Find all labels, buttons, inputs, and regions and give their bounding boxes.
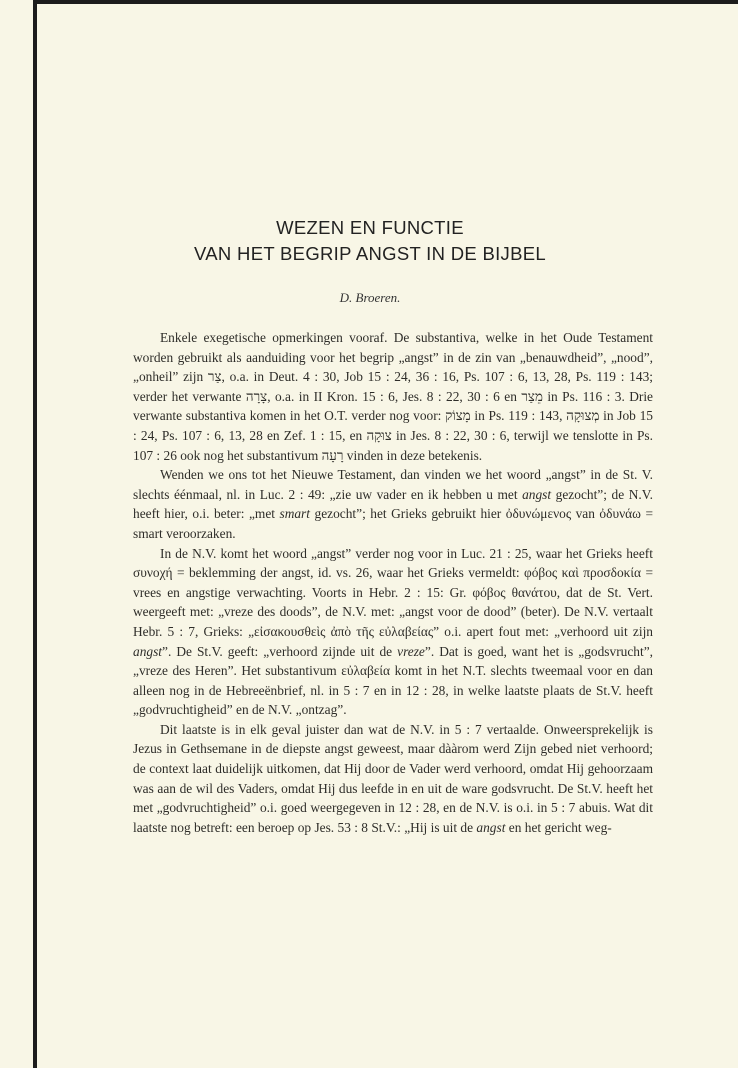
text-run: ”. Dat is goed, want het is „godsvrucht”, „vreze des Heren”. Het substantivum εὐλαβεία komt in het N.T. slechts tweemaal voor en dan alleen nog in de Hebreeënbrief, nl. in 5 : 7 en in 12 : 28, in welke laatste plaats de St.V. heeft „godvruchtigheid” en de N.V. „ontzag”. [133, 643, 653, 718]
italic-term: angst [476, 819, 506, 835]
text-run: gezocht”; de N.V. heeft hier, o.i. beter: „met [133, 486, 653, 522]
italic-term: angst [133, 643, 163, 659]
text-run: Wenden we ons tot het Nieuwe Testament, dan vinden we het woord „angst” in de St. V. slechts éénmaal, nl. in Luc. 2 : 49: „zie uw vader en ik hebben u met [133, 467, 653, 502]
paragraph [133, 720, 653, 838]
italic-term: vreze [397, 643, 425, 659]
scan-border-top [33, 0, 738, 4]
text-run: In de N.V. komt het woord „angst” verder nog voor in Luc. 21 : 25, waar het Grieks heeft συνοχή = beklemming der angst, id. vs. 26, waar het Grieks vermeldt: φόβος καὶ προσδοκία = vrees en angstige verwachting. Voorts in Hebr. 2 : 15: Gr. φόβος θανάτου, dat de St. Vert. weergeeft met: „vreze des doods”, de N.V. met: „angst voor de dood” (beter). De N.V. vertaalt Hebr. 5 : 7, Grieks: „εἰσακουσθεὶς ἀπὸ τῆς εὐλαβείας” o.i. apert fout met: „verhoord uit zijn [133, 545, 653, 639]
paragraph [133, 328, 653, 465]
text-run: Enkele exegetische opmerkingen vooraf. De substantiva, welke in het Oude Testament worden gebruikt als aanduiding voor het begrip „angst” in de zin van „benauwdheid”, „nood”, „onheil” zijn צַר, o.a. in Deut. 4 : 30, Job 15 : 24, 36 : 16, Ps. 107 : 6, 13, 28, Ps. 119 : 143; verder het verwante צָרָה, o.a. in II Kron. 15 : 6, Jes. 8 : 22, 30 : 6 en מֵצַר in Ps. 116 : 3. Drie verwante substantiva komen in het O.T. verder nog voor: מָצוֹק in Ps. 119 : 143, מְצוּקָה in Job 15 : 24, Ps. 107 : 6, 13, 28 en Zef. 1 : 15, en צוּקָה in Jes. 8 : 22, 30 : 6, terwijl we tenslotte in Ps. 107 : 26 ook nog het substantivum רָעָה vinden in deze betekenis. [133, 330, 654, 463]
article-title-line-2: VAN HET BEGRIP ANGST IN DE BIJBEL [194, 243, 546, 264]
italic-term: smart [279, 506, 310, 522]
paragraph [133, 544, 653, 720]
text-run: ”. De St.V. geeft: „verhoord zijnde uit de [162, 643, 398, 659]
text-run: en het gericht weg- [505, 819, 612, 835]
scan-border-left [33, 0, 37, 1068]
text-run: gezocht”; het Grieks gebruikt hier ὀδυνώμενος van ὀδυνάω = smart veroorzaken. [133, 506, 653, 541]
article-author: D. Broeren. [339, 290, 401, 305]
text-run: Dit laatste is in elk geval juister dan wat de N.V. in 5 : 7 vertaalde. Onweersprekelijk is Jezus in Gethsemane in de diepste angst geweest, maar dààrom werd Zijn gebed niet verhoord; de context laat duidelijk uitkomen, dat Hij door de Vader werd verhoord, omdat Hij gehoorzaam was aan de wil des Vaders, omdat Hij dus leefde in en uit de ware godsvrucht. De St.V. heeft het met „godvruchtigheid” o.i. goed weergegeven in 12 : 28, en de N.V. is o.i. in 5 : 7 abuis. Wat dit laatste nog betreft: een beroep op Jes. 53 : 8 St.V.: „Hij is uit de [133, 721, 653, 835]
italic-term: angst [522, 486, 552, 502]
article-body [133, 328, 653, 837]
paragraph [133, 465, 653, 543]
article-title-line-1: WEZEN EN FUNCTIE [276, 217, 464, 238]
